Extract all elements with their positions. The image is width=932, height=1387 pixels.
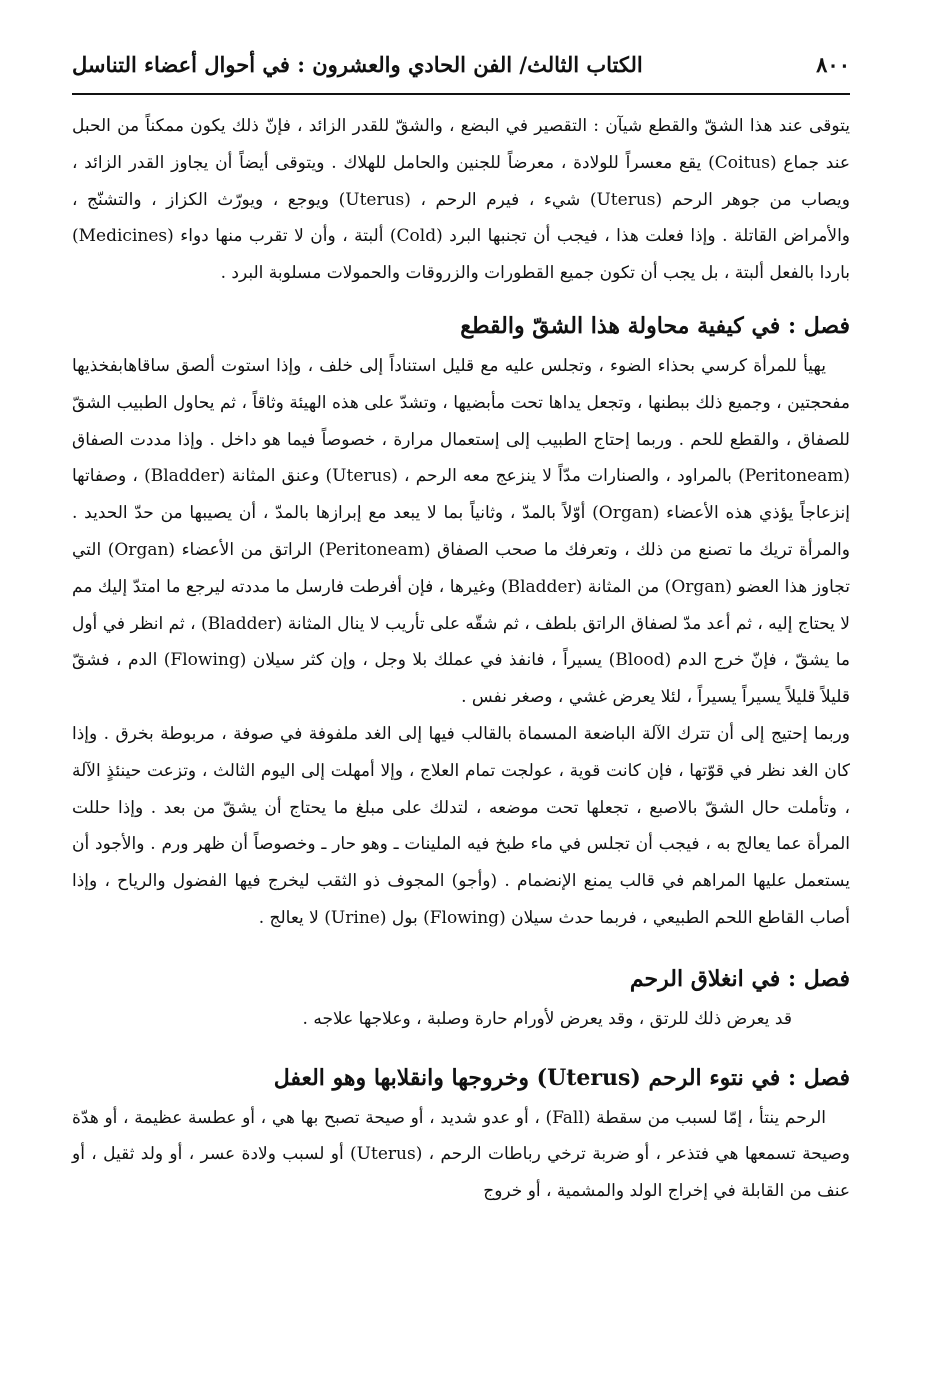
section-heading-uterine-prolapse: فصل : في نتوء الرحم (Uterus) وخروجها وانقلابها وهو العفل [273,1064,850,1091]
section-paragraph: قد يعرض ذلك للرتق ، وقد يعرض لأورام حارة وصلبة ، وعلاجها علاجه . [302,1008,792,1029]
running-title: الكتاب الثالث/ الفن الحادي والعشرون : في أحوال أعضاء التناسل [72,51,643,77]
section-paragraph: الرحم ينتأ ، إمّا لسبب من سقطة (Fall) ، أو عدو شديد ، أو صيحة تصبح بها هي ، أو عطسة عظيمة ، أو هدّة وصيحة تسمعها هي فتذعر ، أو ضربة ترخي رباطات الرحم ، (Uterus) أو لسبب ولادة عسر ، أو ولد ثقيل ، أو عنف من القابلة في إخراج الولد والمشمية ، أو خروج [72,1107,850,1202]
section-paragraph: وربما إحتيج إلى أن تترك الآلة الباضعة المسماة بالقالب فيها إلى الغد ملفوفة في صوفة ، مربوطة بخرق . وإذا كان الغد نظر في قوّتها ، فإن كانت قوية ، عولجت تمام العلاج ، وإلا أمهلت إلى اليوم الثالث ، وتزعت حينئذٍ الآلة ، وتأملت حال الشقّ بالاصبع ، تجعلها تحت موضعه ، لتدلك على مبلغ ما يحتاج أن يشقّ من بعد . وإذا حللت المرأة عما يعالج به ، فيجب أن تجلس في ماء طبخ فيه الملينات ـ وهو حار ـ وخصوصاً أن ظهر ورم . والأجود أن يستعمل عليها المراهم في قالب يمنع الإنضمام . (وأجو) المجوف ذو الثقب ليخرج فيها الفضول والرياح ، وإذا أصاب القاطع اللحم الطبيعي ، فربما حدث سيلان (Flowing) بول (Urine) لا يعالج . [72,723,850,928]
section-paragraph: يهيأ للمرأة كرسي بحذاء الضوء ، وتجلس عليه مع قليل استناداً إلى خلف ، وإذا استوت ألصق ساقاهابفخذيها مفحجتين ، وجميع ذلك ببطنها ، وتجعل يداها تحت مأبضيها ، وتشدّ على هذه الهيئة وثاقاً ، ثم يحاول الطبيب الشقّ للصفاق ، والقطع للحم . وربما إحتاج الطبيب إلى إستعمال مرارة ، خصوصاً فيما هو داخل . وإذا مددت الصفاق (Peritoneam) بالمراود ، والصنارات مدّاً لا ينزعج معه الرحم ، (Uterus) وعنق المثانة (Bladder) ، وصفاتها إنزعاجاً يؤذي هذه الأعضاء (Organ) أوّلاً بالمدّ ، وثانياً بما لا يبعد مع إبرازها بالمدّ ، أن يصيبها من حدّ الحديد . والمرأة تريك ما تصنع من ذلك ، وتعرفك ما صحب الصفاق (Peritoneam) الراتق من الأعضاء (Organ) التي تجاوز هذا العضو (Organ) من المثانة (Bladder) وغيرها ، فإن أفرطت فارسل ما مددته ليرجع ما امتدّ إليك مم لا يحتاج إليه ، ثم أعد مدّ لصفاق الراتق بلطف ، ثم شقّه على تأريب لا ينال المثانة (Bladder) ، ثم انظر في أول ما يشقّ ، فإنّ خرج الدم (Blood) يسيراً ، فانفذ في عملك بلا وجل ، وإن كثر سيلان (Flowing) الدم ، فشقّ قليلاً قليلاً يسيراً يسيراً ، لئلا يعرض غشي ، وصغر نفس . [72,355,851,708]
page-body [72,108,850,1210]
header-rule [72,93,850,95]
page-number: ٨٠٠ [816,51,850,77]
intro-paragraph: يتوقى عند هذا الشقّ والقطع شيآن : التقصير في البضع ، والشقّ للقدر الزائد ، فإنّ ذلك يكون ممكناً من الحبل عند جماع (Coitus) يقع معسراً للولادة ، معرضاً للجنين والحامل للهلاك . ويتوقى أيضاً أن يجاوز القدر الزائد ، ويصاب من جوهر الرحم (Uterus) شيء ، فيرم الرحم ، (Uterus) ويوجع ، ويورّث الكزاز ، والتشنّج ، والأمراض القاتلة . وإذا فعلت هذا ، فيجب أن تجنبها البرد (Cold) ألبتة ، وأن لا تقرب منها دواء (Medicines) باردا بالفعل ألبتة ، بل يجب أن تكون جميع القطورات والزروقات والحمولات مسلوبة البرد . [72,116,850,284]
section-heading-incision-method: فصل : في كيفية محاولة هذا الشقّ والقطع [460,312,850,339]
section-heading-uterine-closure: فصل : في انغلاق الرحم [629,965,850,992]
running-header [72,44,850,84]
